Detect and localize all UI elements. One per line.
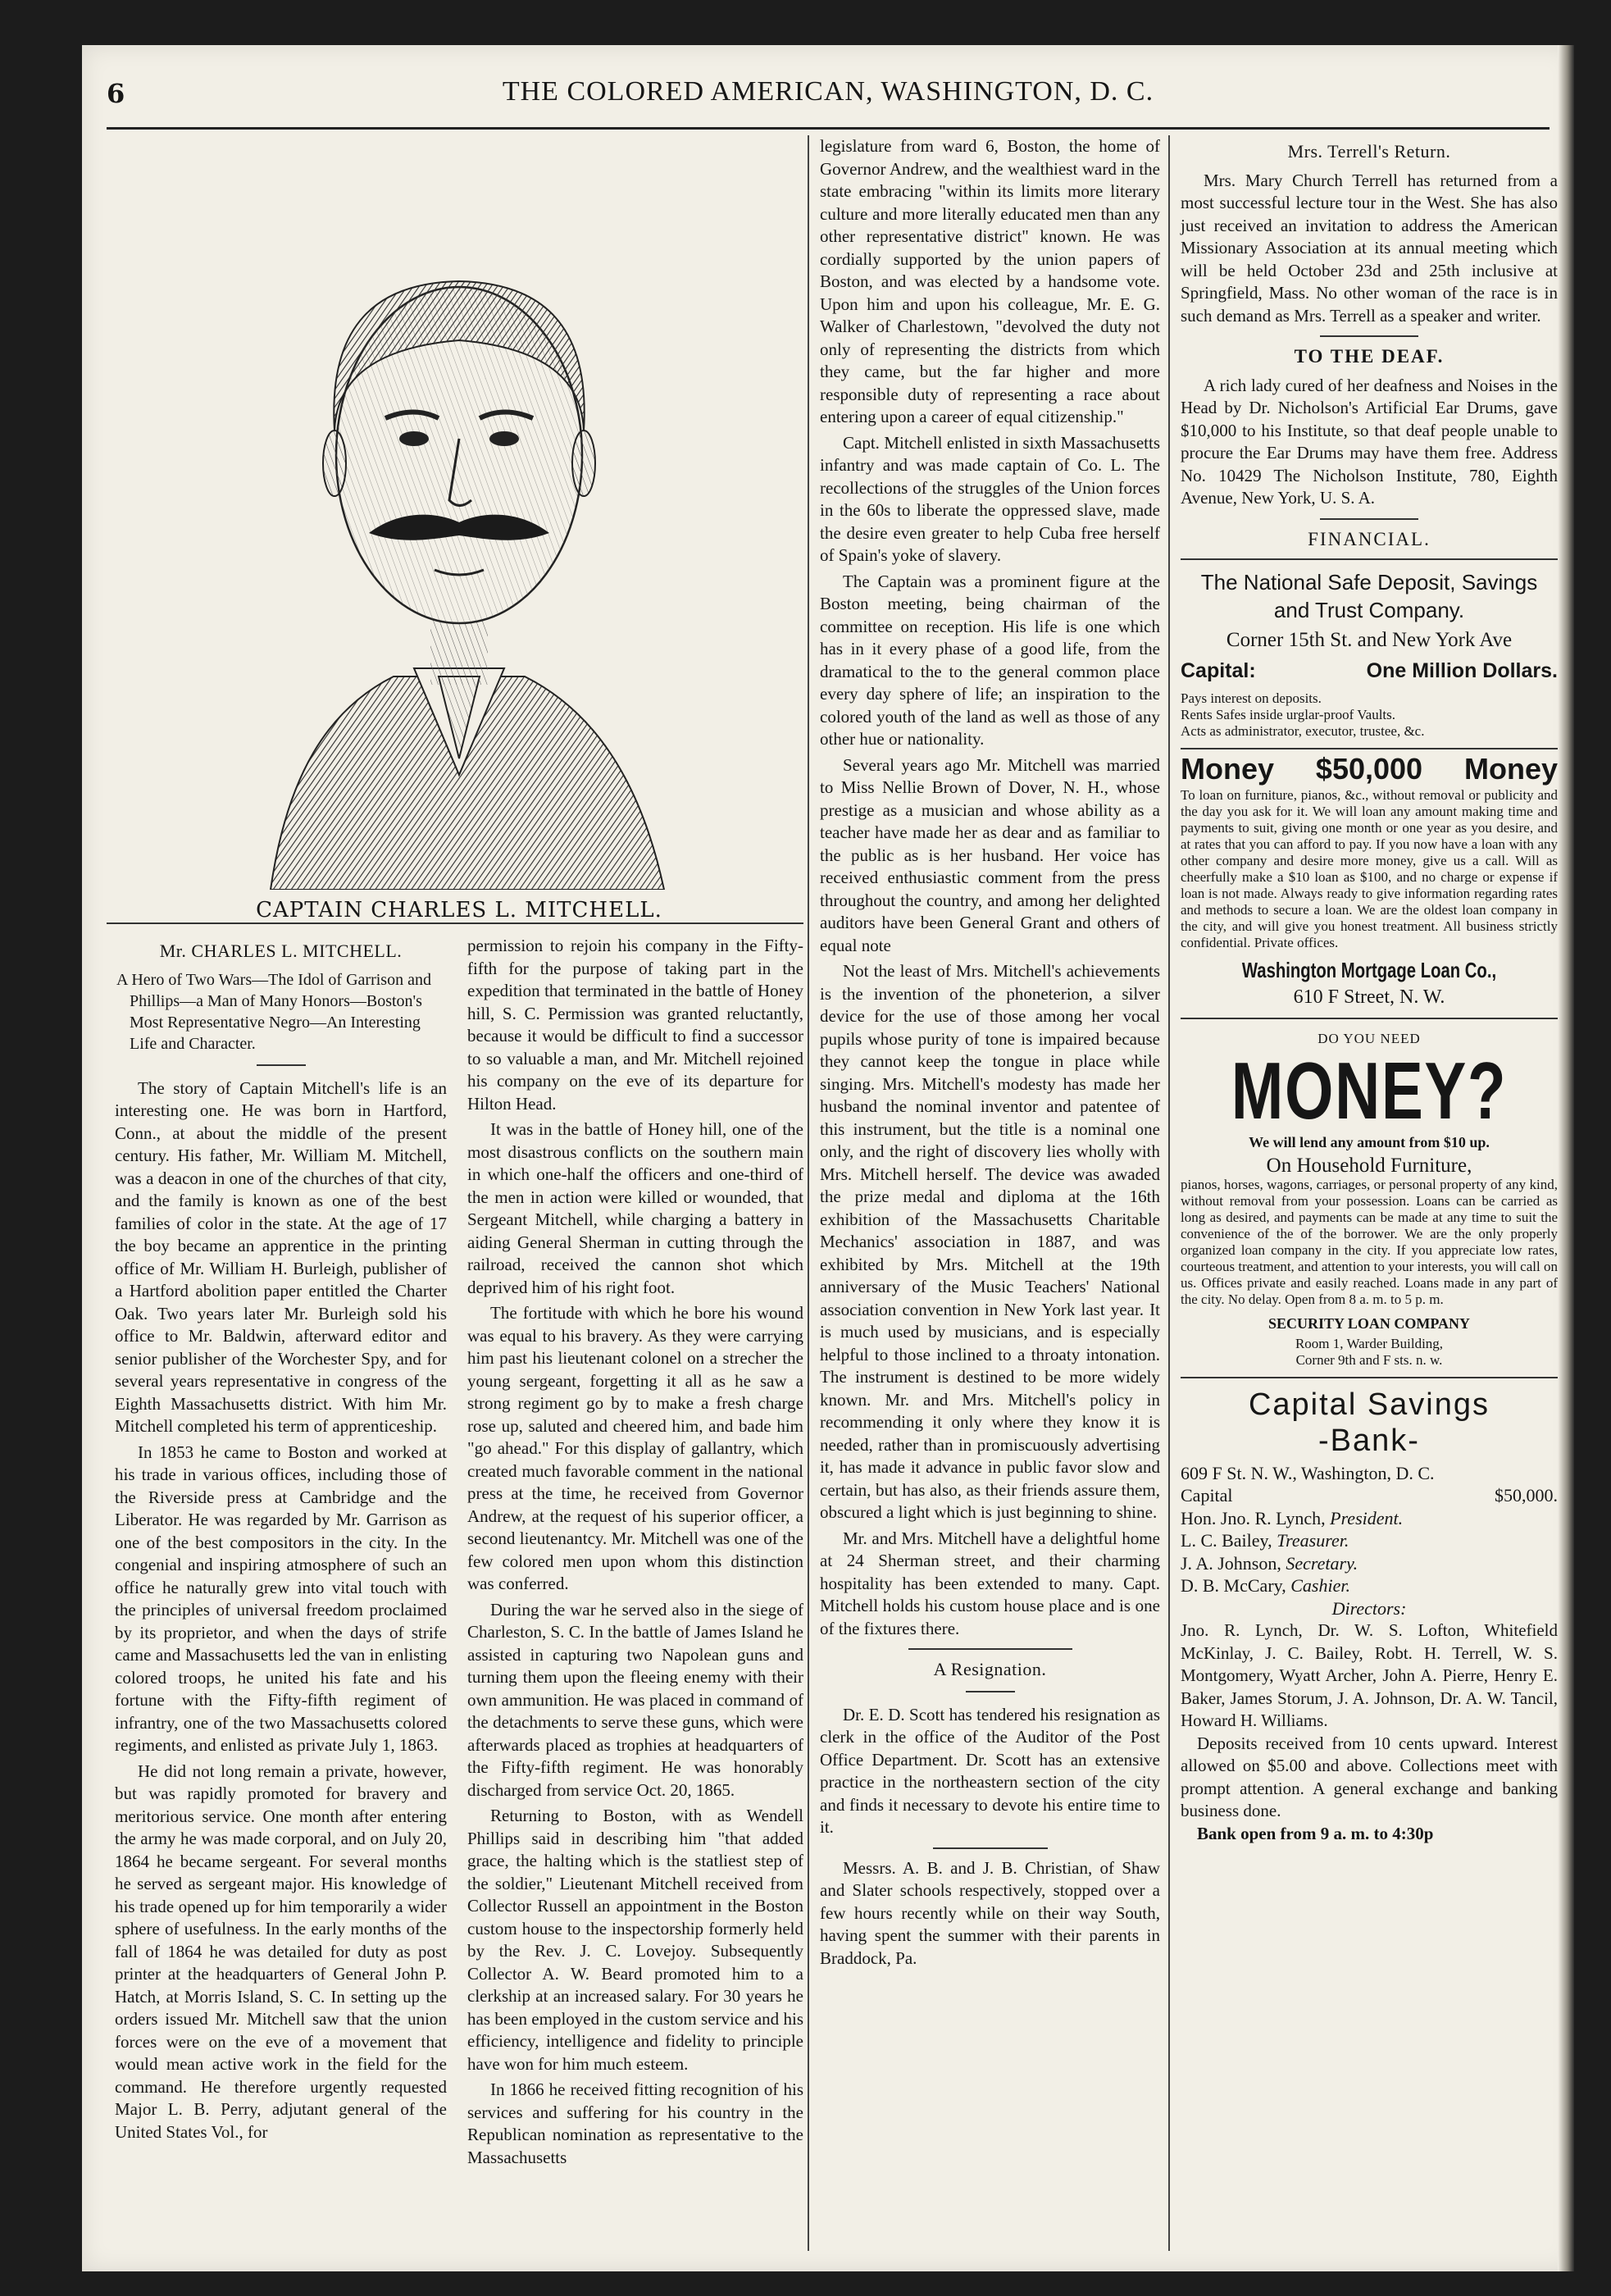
christian-note: Messrs. A. B. and J. B. Christian, of Shaw and Slater schools respectively, stopped over a few hours recently while on their way South, having spent the summer with their parents in Braddock, Pa. <box>820 1857 1160 1968</box>
bank-officer: J. A. Johnson, Secretary. <box>1181 1552 1358 1574</box>
security-text: pianos, horses, wagons, carriages, or personal property of any kind, without removal from your possession. Loans can be carried as long as desired, and payments can be made at any time to suit the convenience of the of the borrower. We are the only properly organized loan company in the city. If you appreciate low rates, courteous treatment, and attention to your interests, you will call on us. Offices private and easily reached. Loans made in any part of the city. No delay. Open from 8 a. m. to 5 p. m. <box>1181 1177 1558 1307</box>
newspaper-page <box>82 45 1574 2271</box>
financial-heading: FINANCIAL. <box>1308 528 1431 549</box>
portrait-engraving <box>238 184 680 890</box>
masthead-rule <box>107 127 1550 130</box>
ads-column <box>1181 135 1558 1845</box>
column-rule <box>1168 135 1170 2251</box>
loan-lead: We will lend any amount from $10 up. <box>1249 1134 1490 1150</box>
terrell-text: Mrs. Mary Church Terrell has returned from a most successful lecture tour in the West. She has also just received an invitation to address the American Missionary Association at its annual meeting which will be held October 23d and 25th inclusive at Springfield, Mass. No other woman of the race is in such demand as Mrs. Terrell as a speaker and writer. <box>1181 170 1558 326</box>
article-column-1 <box>115 935 447 2147</box>
directors-label: Directors: <box>1331 1597 1407 1619</box>
security-loan-ad <box>1181 1027 1558 1369</box>
article-paragraph: The fortitude with which he bore his wound was equal to his bravery. As they were carrying him past his lieutenant colonel on a strecher the young sergeant, forgetting it all as he saw a strong regiment go by to make a fresh charge rose up, saluted and cheered him, and bade him "go ahead." For this display of gallantry, which created much favorable comment in the national press at the time, he received from Governor Andrew, at the request of his superior officer, a second lieutenantcy. Mr. Mitchell was one of the few colored men upon whom this distinction was conferred. <box>467 1303 803 1593</box>
page-number: 6 <box>107 78 125 109</box>
bank-address: 609 F St. N. W., Washington, D. C. <box>1181 1462 1435 1483</box>
newspaper-title: THE COLORED AMERICAN, WASHINGTON, D. C. <box>502 76 1154 107</box>
section-rule <box>908 1648 1072 1650</box>
portrait-block <box>115 135 803 922</box>
capital-savings-ad <box>1181 1387 1558 1846</box>
section-rule <box>933 1847 1048 1849</box>
portrait-caption: CAPTAIN CHARLES L. MITCHELL. <box>256 898 662 922</box>
section-rule <box>1181 748 1558 749</box>
capital-label: Capital: <box>1181 658 1256 682</box>
article-paragraph: Mr. and Mrs. Mitchell have a delightful home at 24 Sherman street, and their charming hospitality has been extended to many. Capt. Mitchell holds his custom house place and is one of the fixtures there. <box>820 1528 1160 1638</box>
mortgage-company: Washington Mortgage Loan Co., <box>1241 957 1497 982</box>
caption-rule <box>107 922 803 924</box>
mortgage-address: 610 F Street, N. W. <box>1293 986 1445 1008</box>
article-paragraph: legislature from ward 6, Boston, the home of Governor Andrew, and the wealthiest ward in the state embracing "within its limits more literary culture and more literally educated men than any other representative district" known. He was cordially supported by the union papers of Boston, and was elected by a handsome vote. Upon him and upon his colleague, Mr. E. G. Walker of Charlestown, "devolved the duty not only of representing the districts from which they came, but the far higher and more responsible duty of representing a race about entering upon a career of equal citizenship." <box>820 136 1160 426</box>
section-rule <box>257 1064 306 1066</box>
article-paragraph: Returning to Boston, with as Wendell Phillips said in describing him "that added grace, the halting which is the statliest step of the soldier," Lieutenant Mitchell received from Collector Russell an appointment in the Boston custom house to the inspectorship formerly held by the Rev. J. C. Lovejoy. Subsequently Collector A. W. Beard promoted him to a clerkship at an increased salary. For 30 years he has been employed in the custom service and his efficiency, intelligence and fidelity to principle have won for him much esteem. <box>467 1806 803 2074</box>
mortgage-text: To loan on furniture, pianos, &c., without removal or publicity and the day you ask for it. We will loan any amount making time and payments to suit, giving one month or one year as you desire, and at rates that you can afford to pay. If you now have a loan with any other company and desire more money, give us a call. Will as cheerfully make a $10 loan as $100, and no charge or expense if loan is not made. Always ready to give information regarding rates and methods to secure a loan. We are the oldest loan company in the city, and will give you honest treatment. All business strictly confidential. Private offices. <box>1181 786 1558 950</box>
safe-deposit-name: The National Safe Deposit, Savings and Trust Company. <box>1200 570 1538 622</box>
safe-deposit-address: Corner 15th St. and New York Ave <box>1226 629 1513 651</box>
masthead <box>107 70 1550 119</box>
binding-edge <box>1558 45 1574 2271</box>
safe-deposit-note: Pays interest on deposits. <box>1181 690 1322 706</box>
safe-deposit-note: Rents Safes inside urglar-proof Vaults. <box>1181 707 1396 722</box>
security-room: Room 1, Warder Building, <box>1295 1335 1444 1351</box>
article-paragraph: In 1866 he received fitting recognition of his services and suffering for his country in the Republican nomination as representative to the Massachusetts <box>467 2080 803 2167</box>
bank-officer: Hon. Jno. R. Lynch, President. <box>1181 1507 1404 1528</box>
bank-deposits: Deposits received from 10 cents upward. Interest allowed on $5.00 and above. Collections meet with prompt attention. A general exchange and banking business done. <box>1181 1733 1558 1820</box>
money-word: Money <box>1181 752 1275 786</box>
security-company: SECURITY LOAN COMPANY <box>1267 1315 1470 1332</box>
money-kicker: DO YOU NEED <box>1317 1030 1421 1046</box>
capital-value: One Million Dollars. <box>1366 658 1558 682</box>
bank-officer: L. C. Bailey, Treasurer. <box>1181 1530 1349 1551</box>
mortgage-ad <box>1181 752 1558 1009</box>
article-deck: A Hero of Two Wars—The Idol of Garrison and Phillips—a Man of Many Honors—Boston's Most Representative Negro—An Interesting Life and Character. <box>116 970 431 1053</box>
article-column-2 <box>467 935 803 2172</box>
section-rule <box>1181 1018 1558 1019</box>
money-amount: $50,000 <box>1315 752 1423 786</box>
terrell-heading: Mrs. Terrell's Return. <box>1287 141 1451 162</box>
bank-capital-value: $50,000. <box>1495 1485 1558 1506</box>
article-paragraph: He did not long remain a private, however, but was rapidly promoted for bravery and meritorious service. One month after entering the army he was made corporal, and on July 20, 1864 he became sergeant. For several months he served as sergeant major. His knowledge of his trade opened up for him temporarily a wider sphere of usefulness. In the early months of the fall of 1864 he was detailed for duty as post printer at the headquarters of General John P. Hatch, at Morris Island, S. C. In setting up the orders issued Mr. Mitchell saw that the union forces were on the eve of a movement that would mean active work in the field for the command. He therefore urgently requested Major L. B. Perry, adjutant general of the United States Vol., for <box>115 1761 447 2142</box>
article-paragraph: Several years ago Mr. Mitchell was married to Miss Nellie Brown of Dover, N. H., whose prestige as a musician and whose ability as a teacher have made her as dear and as familiar to the public as is her husband. Her voice has received enthusiastic comment from the press throughout the country, and among her delighted auditors have been General Grant and others of equal note <box>820 754 1160 955</box>
deaf-heading: TO THE DEAF. <box>1294 346 1445 367</box>
article-paragraph: permission to rejoin his company in the Fifty-fifth for the purpose of taking part in the expedition that terminated in the battle of Honey hill, S. C. Permission was granted reluctantly, because it would be difficult to find a successor to so valuable a man, and Mr. Mitchell rejoined his company on the eve of its departure for Hilton Head. <box>467 936 803 1114</box>
article-heading: Mr. CHARLES L. MITCHELL. <box>159 941 403 961</box>
loan-sub: On Household Furniture, <box>1266 1154 1472 1177</box>
section-rule <box>1181 1377 1558 1378</box>
article-paragraph: The story of Captain Mitchell's life is an interesting one. He was born in Hartford, Conn., at about the middle of the present century. His father, Mr. William M. Mitchell, was a deacon in one of the churches of that city, and the family is known as one of the best families of color in the state. At the age of 17 the boy became an apprentice in the printing office of Mr. William H. Burleigh, publisher of a Hartford abolition paper entitled the Charter Oak. Two years later Mr. Burleigh sold his office to Mr. Baldwin, afterward editor and senior publisher of the Worchester Spy, and for several years representative in congress of the Eighth Massachusetts district. With him Mr. Mitchell completed his term of apprenticeship. <box>115 1077 447 1436</box>
resignation-text: Dr. E. D. Scott has tendered his resignation as clerk in the office of the Auditor of the Post Office Department. Dr. Scott has an extensive practice in the northeastern section of the city and finds it necessary to devote his entire time to it. <box>820 1704 1160 1837</box>
safe-deposit-ad <box>1181 568 1558 740</box>
money-word: Money <box>1463 752 1558 786</box>
security-corner: Corner 9th and F sts. n. w. <box>1295 1351 1443 1368</box>
article-paragraph: Capt. Mitchell enlisted in sixth Massachusetts infantry and was made captain of Co. L. The recollections of the struggles of the Union forces in the 60s to liberate the oppressed slave, made the desire even greater to help Cuba free herself of Spain's yoke of slavery. <box>820 432 1160 565</box>
section-rule <box>1181 558 1558 560</box>
bank-hours: Bank open from 9 a. m. to 4:30p <box>1197 1823 1434 1843</box>
article-paragraph: The Captain was a prominent figure at the Boston meeting, being chairman of the committee on reception. His life is one which has in it every phase of a good life, from the dramatical to the to the general common place every day sphere of life; an inspiration to the colored youth of the land as well as those of any other hue or nationality. <box>820 571 1160 749</box>
deaf-text: A rich lady cured of her deafness and Noises in the Head by Dr. Nicholson's Artificial Ear Drums, gave $10,000 to his Institute, so that deaf people unable to procure the Ear Drums may have them free. Address No. 10429 The Nicholson Institute, 780, Eighth Avenue, New York, U. S. A. <box>1181 375 1558 508</box>
column-rule <box>808 135 809 2251</box>
article-paragraph: It was in the battle of Honey hill, one of the most disastrous conflicts on the southern main in which one-half the officers and one-third of the men in action were killed or wounded, that Sergeant Mitchell, while charging a battery in aiding General Sherman in cutting through the railroad, received the cannon shot which deprived him of his right foot. <box>467 1119 803 1297</box>
article-paragraph: In 1853 he came to Boston and worked at his trade in various offices, including those of the Riverside press at Cambridge and the Liberator. He was regarded by Mr. Garrison as one of the best compositors in the city. In the congenial and inspiring atmosphere of such an office he naturally grew into vital touch with the principles of universal freedom proclaimed by its proprietor, and when the days of strife came and Massachusetts led the van in enlisting colored troops, he united his fate and his fortune with the Fifty-fifth regiment of infrantry, one of the two Massachusetts colored regiments, and enlisted as private July 1, 1863. <box>115 1442 447 1755</box>
article-paragraph: Not the least of Mrs. Mitchell's achievements is the invention of the phoneterion, a silver device for the use of those among her vocal pupils whose purity of tone is impaired because they cannot keep the tongue in place while singing. Mrs. Mitchell's modesty has made her husband the nominal inventor and patentee of this instrument, but the title is a nominal one only, and the right of discovery lies wholly with Mrs. Mitchell herself. The device was awaded the prize medal and diploma at the 16th exhibition of the Massachusetts Charitable Mechanics' association in 1887, and was exhibited by Mrs. Mitchell at the 19th anniversary of the Music Teachers' National association convention in New York last year. It is much used by musicians, and is especially helpful to those inclined to a throaty intonation. The instrument is destined to be more widely known. Mr. and Mrs. Mitchell's policy in recommending it only where they know it is needed, rather than in promiscuously advertising it, has made it advance in public favor slow and certain, but has also, as their friends assure them, obscured a light which is just beginning to shine. <box>820 961 1160 1522</box>
section-rule <box>1320 335 1418 337</box>
bank-subtitle: -Bank- <box>1318 1423 1420 1458</box>
section-rule <box>1320 518 1418 520</box>
bank-officer: D. B. McCary, Cashier. <box>1181 1575 1350 1596</box>
bank-title: Capital Savings <box>1248 1387 1490 1422</box>
money-headline: MONEY? <box>1231 1046 1508 1136</box>
article-column-3 <box>820 135 1160 1973</box>
resignation-heading: A Resignation. <box>933 1659 1047 1679</box>
section-rule <box>966 1691 1015 1692</box>
bank-capital-label: Capital <box>1181 1485 1233 1506</box>
directors-list: Jno. R. Lynch, Dr. W. S. Lofton, Whitefield McKinlay, J. C. Bailey, Robt. H. Terrell, W. S. Montgomery, Wyatt Archer, John A. Pierre, Henry E. Baker, James Storum, J. A. Johnson, Dr. A. W. Tancil, Howard H. Williams. <box>1181 1620 1558 1730</box>
article-paragraph: During the war he served also in the siege of Charleston, S. C. In the battle of James Island he assisted in capturing two Napolean guns and turning them upon the fleeing enemy with their own ammunition. He was placed in command of the detachments to serve these guns, which were afterwards placed as trophies at headquarters of the Fifty-fifth regiment. He was honorably discharged from service Oct. 20, 1865. <box>467 1599 803 1800</box>
safe-deposit-note: Acts as administrator, executor, trustee, &c. <box>1181 723 1425 739</box>
